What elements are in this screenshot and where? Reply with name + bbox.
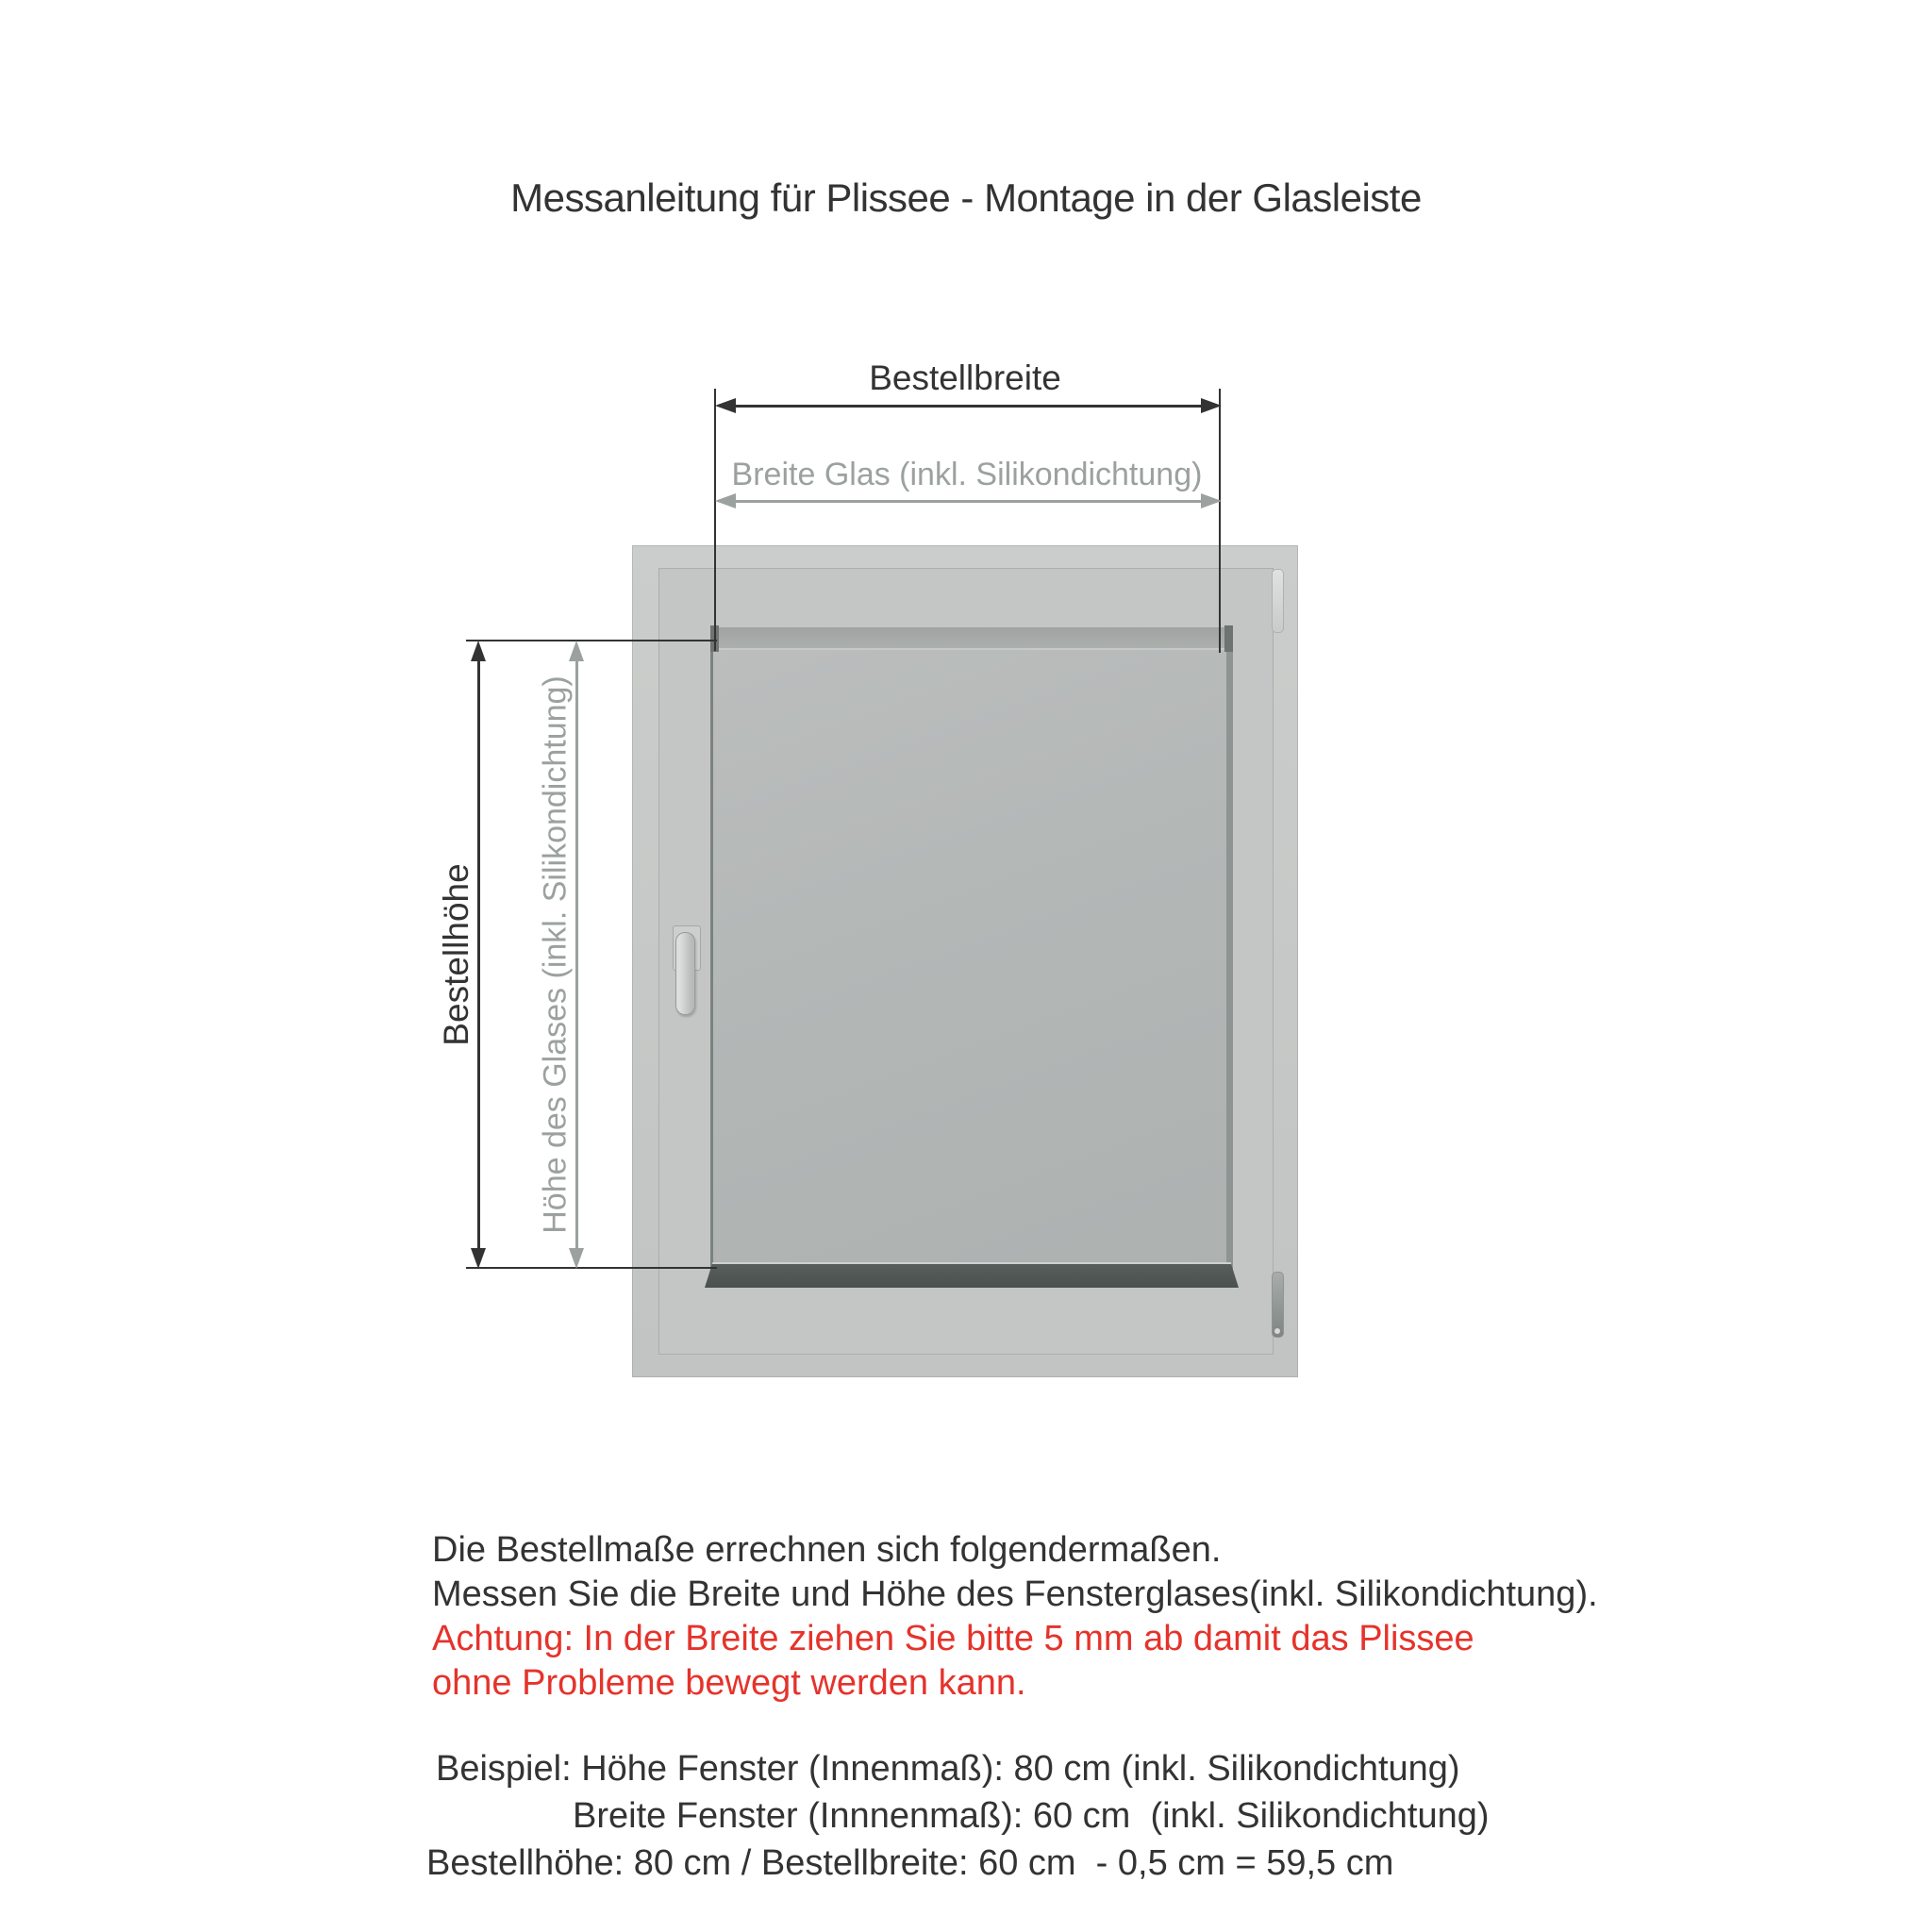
order-height-label: Bestellhöhe <box>437 863 475 1046</box>
arrowhead-down-icon <box>471 1248 486 1269</box>
arrowhead-down-icon <box>569 1248 584 1269</box>
instruction-line-1: Die Bestellmaße errechnen sich folgendermaßen. <box>432 1530 1222 1570</box>
glass-width-arrow-line <box>721 500 1212 503</box>
order-width-label: Bestellbreite <box>869 358 1061 397</box>
extension-line-height-top <box>466 640 717 641</box>
glass-width-label: Breite Glas (inkl. Silikondichtung) <box>731 457 1203 492</box>
arrowhead-right-icon <box>1201 493 1222 508</box>
example-line-3: Bestellhöhe: 80 cm / Bestellbreite: 60 cm - 0,5 cm = 59,5 cm <box>426 1843 1394 1883</box>
window-glass <box>710 627 1233 1286</box>
arrowhead-right-icon <box>1201 398 1222 413</box>
warning-line-1: Achtung: In der Breite ziehen Sie bitte 5 mm ab damit das Plissee <box>432 1619 1474 1658</box>
example-block <box>426 1745 1490 1887</box>
extension-line-height-bottom <box>466 1267 717 1269</box>
warning-line-2: ohne Probleme bewegt werden kann. <box>432 1663 1026 1703</box>
arrowhead-left-icon <box>715 398 736 413</box>
arrowhead-left-icon <box>715 493 736 508</box>
window-frame <box>632 545 1298 1377</box>
extension-line-width-right <box>1219 389 1221 653</box>
order-height-arrow-line <box>477 649 480 1262</box>
arrowhead-up-icon <box>569 641 584 661</box>
hinge-top <box>1272 569 1284 633</box>
extension-line-width-left <box>714 389 716 651</box>
example-line-2: Breite Fenster (Innnenmaß): 60 cm (inkl. Silikondichtung) <box>573 1796 1490 1836</box>
window-handle <box>675 932 695 1015</box>
plissee-top-rail <box>713 627 1226 650</box>
page-title: Messanleitung für Plissee - Montage in der Glasleiste <box>510 175 1422 220</box>
instructions-block <box>432 1528 1598 1706</box>
instruction-line-2: Messen Sie die Breite und Höhe des Fensterglases(inkl. Silikondichtung). <box>432 1574 1598 1614</box>
glazing-bead-bottom <box>705 1262 1239 1288</box>
hinge-bottom <box>1272 1272 1284 1338</box>
glass-height-arrow-line <box>575 649 578 1262</box>
order-width-arrow-line <box>721 405 1212 408</box>
glass-height-label: Höhe des Glases (inkl. Silikondichtung) <box>537 675 574 1234</box>
arrowhead-up-icon <box>471 641 486 661</box>
example-line-1: Beispiel: Höhe Fenster (Innenmaß): 80 cm (inkl. Silikondichtung) <box>436 1749 1460 1789</box>
